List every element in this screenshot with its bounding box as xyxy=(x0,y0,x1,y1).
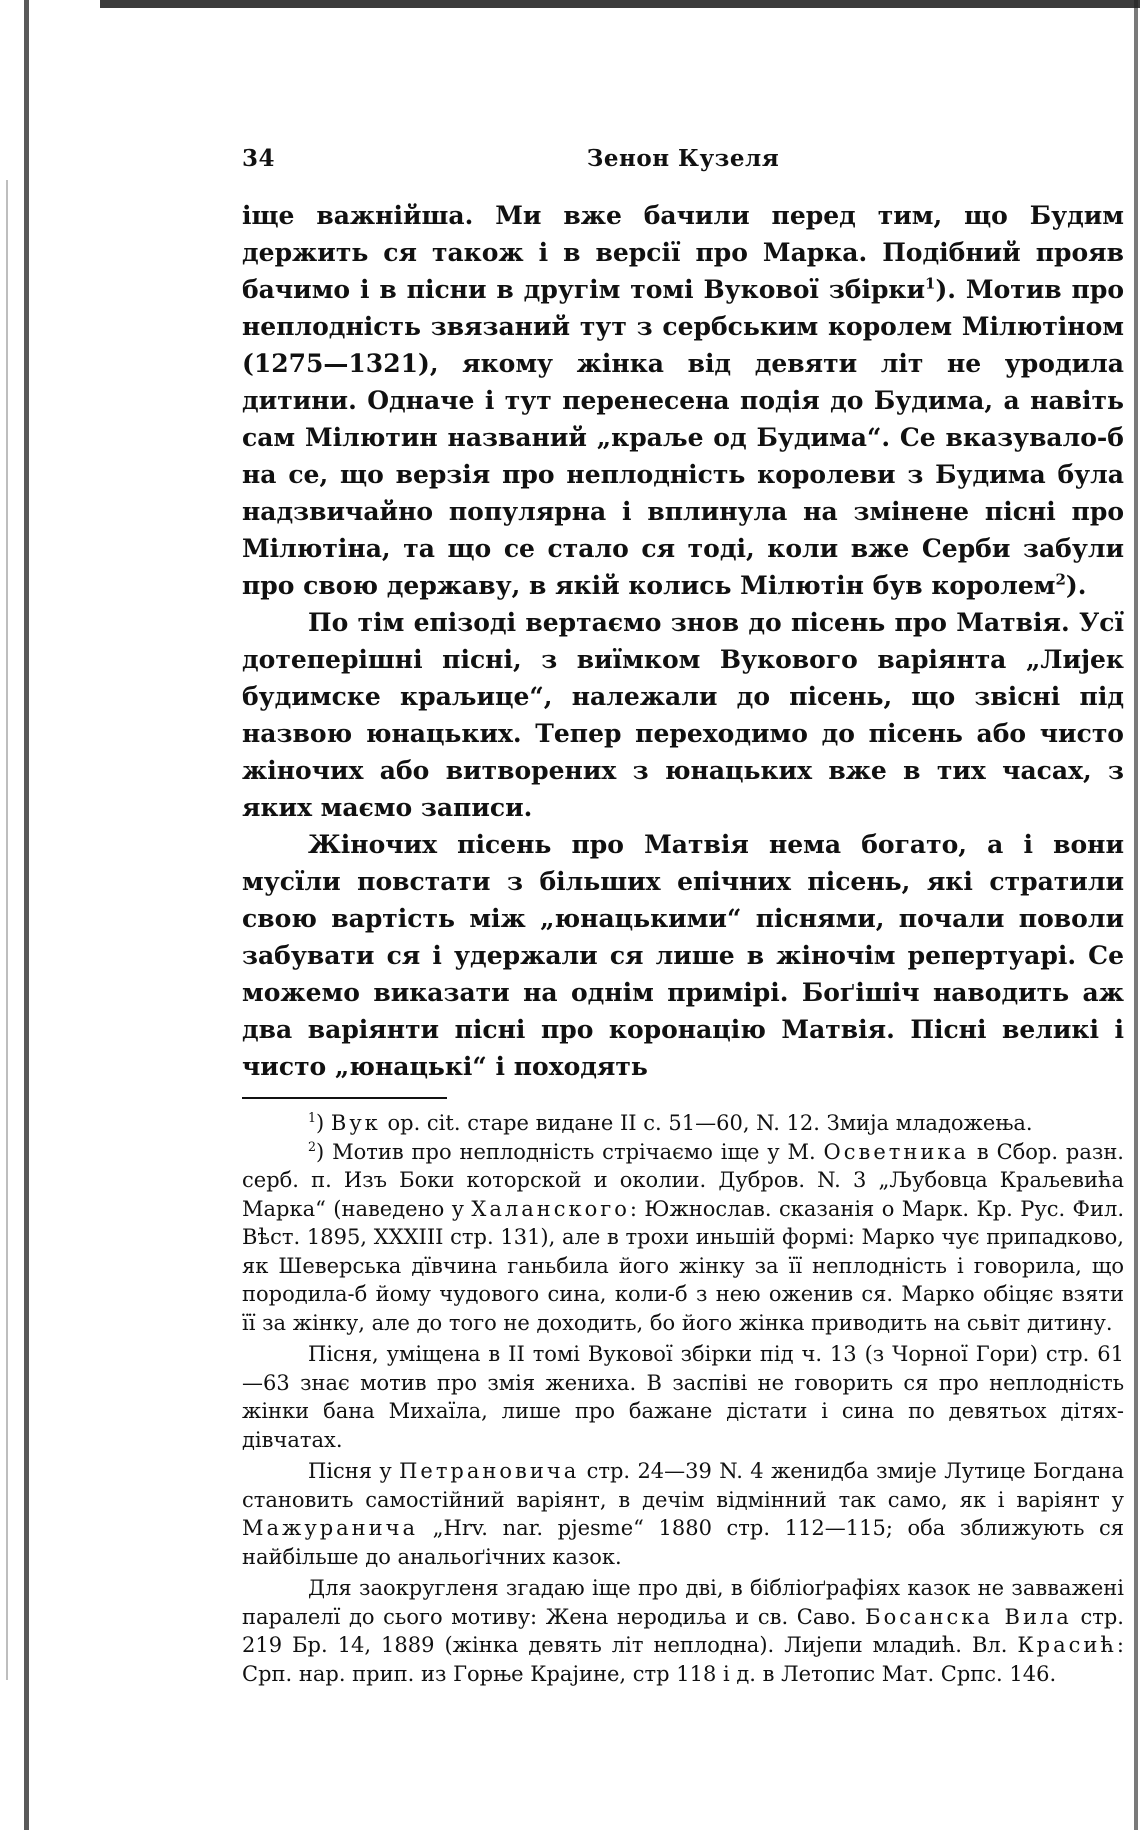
footnote-text: в Сбор. разн. серб. п. Изъ Боки которской и околии. Дубров. N. 3 „Љубовца Краљевића Марка“ (наведено у xyxy=(242,1139,1124,1221)
footnote-text: Пісня у xyxy=(308,1459,400,1483)
cited-author: Мажуранича xyxy=(242,1516,419,1540)
running-title: Зенон Кузеля xyxy=(586,145,780,172)
footnote-2 xyxy=(242,1138,1124,1338)
cited-author: Осветника xyxy=(823,1139,970,1164)
footnote-2-continued xyxy=(242,1574,1124,1688)
footnote-2-continued: Пісня, уміщена в II томі Вукової збірки під ч. 13 (з Чорної Гори) стр. 61—63 знає мотив про змія жениха. В заспіві не говорить ся про неплодність жінки бана Михаїла, лише про бажане дістати і сина по девятьох дітях-дівчатах. xyxy=(242,1342,1124,1452)
paragraph-text: ). xyxy=(1065,571,1087,600)
paragraph: По тім епізоді вертаємо знов до пісень про Матвія. Усї дотеперішні пісні, з виїмком Вукового варіянта „Лијек будимске краљице“, належали до пісень, що звісні під назвою юнацьких. Тепер переходимо до пісень або чисто жіночих або витворених з юнацьких вже в тих часах, з яких маємо записи. xyxy=(242,608,1124,822)
footnote-text: : Срп. нар. прип. из Горње Крајине, стр 118 і д. в Летопис Мат. Српс. 146. xyxy=(242,1633,1124,1686)
paragraph-continued xyxy=(242,197,1124,604)
book-page xyxy=(242,145,1124,1688)
footnote-ref-1: 1 xyxy=(925,274,936,293)
footnote-marker: 2 xyxy=(308,1138,317,1154)
main-text xyxy=(242,197,1124,1085)
footnote-divider xyxy=(242,1097,447,1099)
scan-edge-right xyxy=(1134,0,1138,1830)
footnote-2-continued xyxy=(242,1457,1124,1571)
footnote-text: ) Мотив про неплодність стрічаємо іще у М. xyxy=(316,1139,824,1164)
scan-edge-top xyxy=(100,0,1140,8)
footnote-text: Для заокругленя згадаю іще про дві, в бібліоґрафіях казок не завважені паралелї до сього мотиву: Жена неродиља и св. Саво. xyxy=(242,1576,1124,1629)
footnote-text: стр. 24—39 N. 4 женидба змије Лутице Богдана становить самостійний варіянт, в дечім відмінний так само, як і варіянт у xyxy=(242,1459,1125,1512)
cited-author: Вук xyxy=(330,1111,381,1135)
cited-author: Петрановича xyxy=(399,1459,580,1483)
paragraph-text: ). Мотив про неплодність звязаний тут з сербським королем Мілютіном (1275—1321), якому жінка від девяти літ не уродила дитини. Одначе і тут перенесена подія до Будима, а навіть сам Мілютин названий „краљe од Будима“. Се вказувало-б на се, що верзія про неплодність королеви з Будима була надзвичайно популярна і вплинула на змінене пісні про Мілютіна, та що се стало ся тоді, коли вже Серби забули про свою державу, в якій колись Мілютін був королем xyxy=(242,275,1124,600)
scan-edge-left xyxy=(24,0,29,1830)
footnote-text: op. cit. старе видане II с. 51—60, N. 12. Змија младожења. xyxy=(380,1111,1033,1135)
running-head xyxy=(242,145,1124,179)
footnote-text: „Hrv. nar. pjesme“ 1880 стр. 112—115; оба зближують ся найбільше до анальоґічних казок. xyxy=(242,1516,1124,1569)
page-number: 34 xyxy=(242,145,276,172)
footnotes xyxy=(242,1109,1124,1688)
paragraph: Жіночих пісень про Матвія нема богато, а і вони мусїли повстати з більших епічних пісень, які стратили свою вартість між „юнацькими“ піснями, почали поволи забувати ся і удержали ся лише в жіночім репертуарі. Се можемо виказати на однім примірі. Боґішіч наводить аж два варіянти пісні про коронацію Матвія. Пісні великі і чисто „юнацькі“ і походять xyxy=(242,830,1124,1081)
footnote-text: стр. 219 Бр. 14, 1889 (жінка девять літ неплодна). Лијепи младић. Вл. xyxy=(242,1604,1124,1657)
paragraph-text: іще важнійша. Ми вже бачили перед тим, що Будим держить ся також і в версії про Марка. Подібний прояв бачимо і в пісни в другім томі Вукової збірки xyxy=(242,201,1124,304)
cited-author: Босанска Вила xyxy=(865,1604,1072,1629)
footnote-text: : Южнослав. сказанія о Марк. Кр. Рус. Фил. Вѣст. 1895, XXXIII стр. 131), але в трохи иньшій формі: Марко чує припадково, як Шеверська дївчина ганьбила його жінку за її неплодність і говорила, що породила-б йому чудового сина, коли-б з нею оженив ся. Марко обіцяє взяти її за жінку, але до того не доходить, бо його жінка приводить на сьвіт дитину. xyxy=(242,1196,1125,1335)
footnote-ref-2: 2 xyxy=(1055,570,1066,589)
cited-author: Халанского xyxy=(471,1196,630,1221)
cited-author: Красић xyxy=(1017,1633,1117,1657)
footnote-marker: 1 xyxy=(308,1110,317,1125)
footnote-1: $^1$) Вук op. cit. старе видане II с. 51—60, N. 12. Змија младожења. xyxy=(308,1110,1033,1135)
scan-edge-left-inner xyxy=(6,180,8,1680)
